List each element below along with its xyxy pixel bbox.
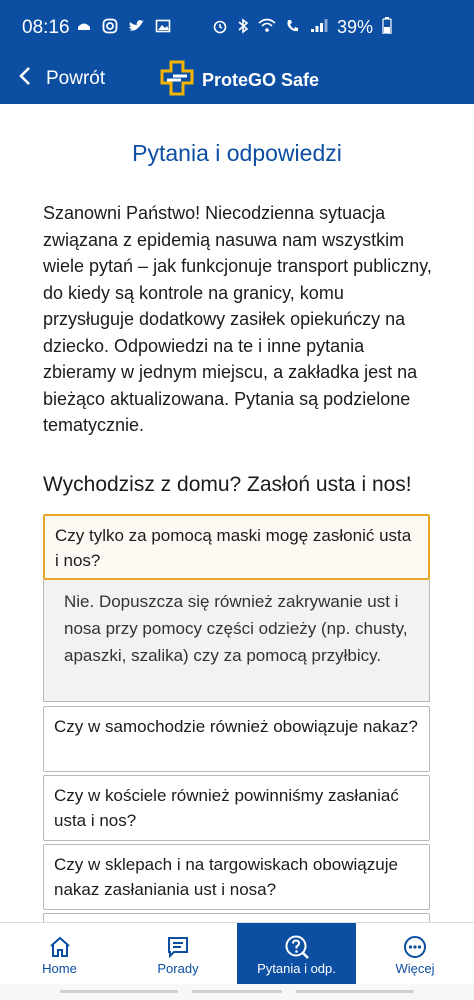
- signal-icon: [310, 18, 328, 37]
- intro-text: Szanowni Państwo! Niecodzienna sytuacja związana z epidemią nasuwa nam wszystkim wiele pytań – jak funkcjonuje transport publiczny, do kiedy są kontrole na granicy, komu przysługuje dodatkowy zasiłek opiekuńczy na dziecko. Odpowiedzi na te i inne pytania zbieramy w jednym miejscu, a zakładka jest na bieżąco aktualizowana. Pytania są podzielone tematycznie.: [43, 203, 432, 435]
- nav-wiecej[interactable]: [356, 923, 474, 985]
- faq-question-3[interactable]: [43, 775, 430, 841]
- faq-question-text: Czy w samochodzie również obowiązuje nakaz?: [54, 717, 418, 736]
- status-left-icons: [76, 18, 171, 38]
- alert-icon: [76, 18, 92, 38]
- home-icon: [48, 933, 72, 961]
- faq-question-text: Czy w sklepach i na targowiskach obowiązuje nakaz zasłaniania ust i nosa?: [54, 855, 398, 899]
- page-title: Pytania i odpowiedzi: [132, 140, 342, 166]
- faq-question-2[interactable]: [43, 706, 430, 772]
- chevron-left-icon: [18, 65, 32, 92]
- nav-pytania-label: Pytania i odp.: [257, 960, 336, 976]
- status-bar: [0, 0, 474, 54]
- battery-icon: [382, 17, 392, 38]
- twitter-icon: [128, 18, 145, 38]
- status-time: 08:16: [22, 17, 70, 38]
- more-icon: [403, 933, 427, 961]
- nav-wiecej-label: Więcej: [395, 960, 435, 976]
- bluetooth-icon: [237, 18, 249, 38]
- nav-home[interactable]: [0, 923, 119, 985]
- call-icon: [285, 18, 301, 38]
- app-logo: [160, 60, 319, 101]
- status-right-icons: [212, 17, 392, 38]
- gesture-line-right: [296, 990, 414, 993]
- faq-question-text: Czy w kościele również powinniśmy zasłaniać usta i nos?: [54, 786, 399, 830]
- back-button[interactable]: [18, 65, 105, 92]
- gesture-line-center: [192, 990, 282, 993]
- help-icon: [284, 933, 310, 961]
- back-label: Powrót: [46, 67, 106, 89]
- alarm-icon: [212, 18, 228, 38]
- app-bar: [0, 54, 474, 104]
- gesture-line-left: [60, 990, 178, 993]
- faq-question-text: Czy tylko za pomocą maski mogę zasłonić usta i nos?: [55, 526, 412, 570]
- instagram-icon: [102, 18, 118, 38]
- battery-level: 39%: [337, 17, 374, 37]
- nav-pytania[interactable]: [237, 923, 356, 985]
- chat-icon: [166, 933, 190, 961]
- app-name: ProteGO Safe: [202, 70, 320, 90]
- image-icon: [155, 18, 171, 38]
- section-title: Wychodzisz z domu? Zasłoń usta i nos!: [43, 473, 412, 496]
- nav-porady[interactable]: [119, 923, 237, 985]
- faq-question-1[interactable]: [43, 514, 430, 580]
- nav-home-label: Home: [42, 960, 77, 976]
- wifi-icon: [258, 18, 276, 37]
- faq-question-4[interactable]: [43, 844, 430, 910]
- faq-answer-1: Nie. Dopuszcza się również zakrywanie ust i nosa przy pomocy części odzieży (np. chusty, apaszki, szalika) czy za pomocą przyłbicy.: [43, 580, 430, 702]
- protego-cross-icon: [160, 60, 194, 101]
- bottom-navigation: [0, 922, 474, 985]
- system-gesture-bar: [0, 984, 474, 1000]
- nav-porady-label: Porady: [157, 960, 199, 976]
